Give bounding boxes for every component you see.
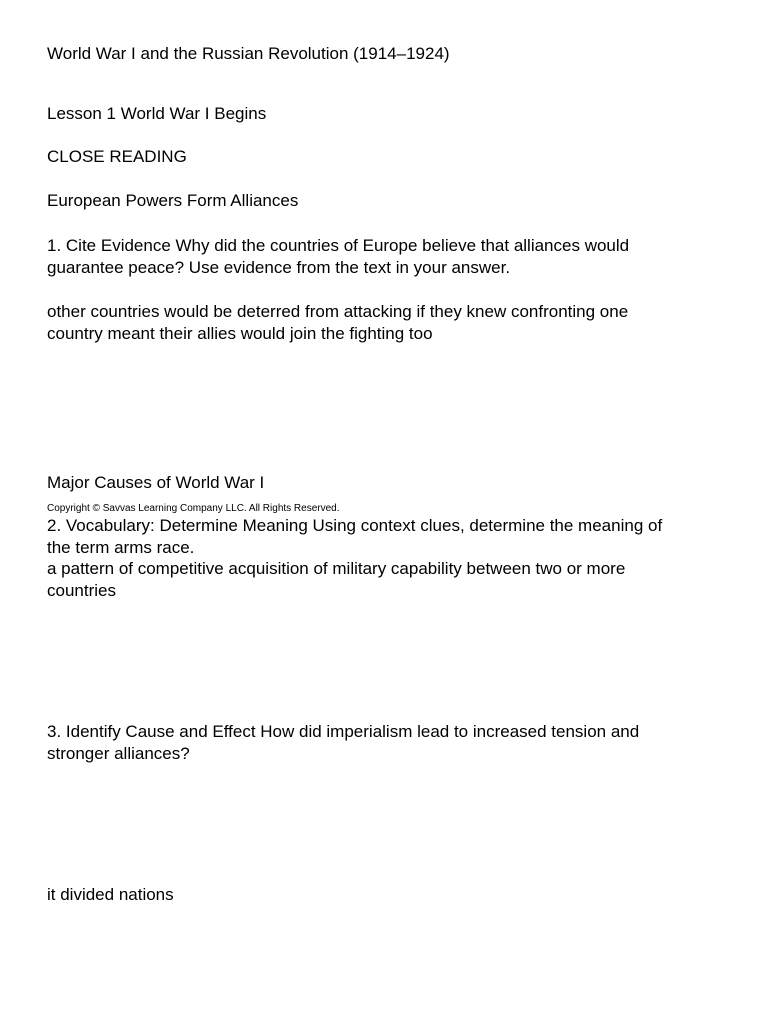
question-3-line-2: stronger alliances? <box>47 744 190 763</box>
question-1-line-1: 1. Cite Evidence Why did the countries of Europe believe that alliances would <box>47 236 630 255</box>
answer-1-line-2: country meant their allies would join the fighting too <box>47 324 433 343</box>
question-1-line-2: guarantee peace? Use evidence from the text in your answer. <box>47 258 511 277</box>
question-2-line-1: 2. Vocabulary: Determine Meaning Using context clues, determine the meaning of <box>47 516 663 535</box>
lesson-title: Lesson 1 World War I Begins <box>47 104 267 123</box>
question-3-line-1: 3. Identify Cause and Effect How did imperialism lead to increased tension and <box>47 722 640 741</box>
answer-1-line-1: other countries would be deterred from attacking if they knew confronting one <box>47 302 629 321</box>
document-title: World War I and the Russian Revolution (1914–1924) <box>47 44 450 63</box>
section-heading-causes: Major Causes of World War I <box>47 473 265 492</box>
question-2-line-2: the term arms race. <box>47 538 195 557</box>
answer-3: it divided nations <box>47 885 174 904</box>
section-heading-alliances: European Powers Form Alliances <box>47 191 299 210</box>
section-label: CLOSE READING <box>47 147 187 166</box>
answer-2-line-1: a pattern of competitive acquisition of military capability between two or more <box>47 559 626 578</box>
answer-2-line-2: countries <box>47 581 116 600</box>
copyright-notice: Copyright © Savvas Learning Company LLC. All Rights Reserved. <box>47 503 340 514</box>
